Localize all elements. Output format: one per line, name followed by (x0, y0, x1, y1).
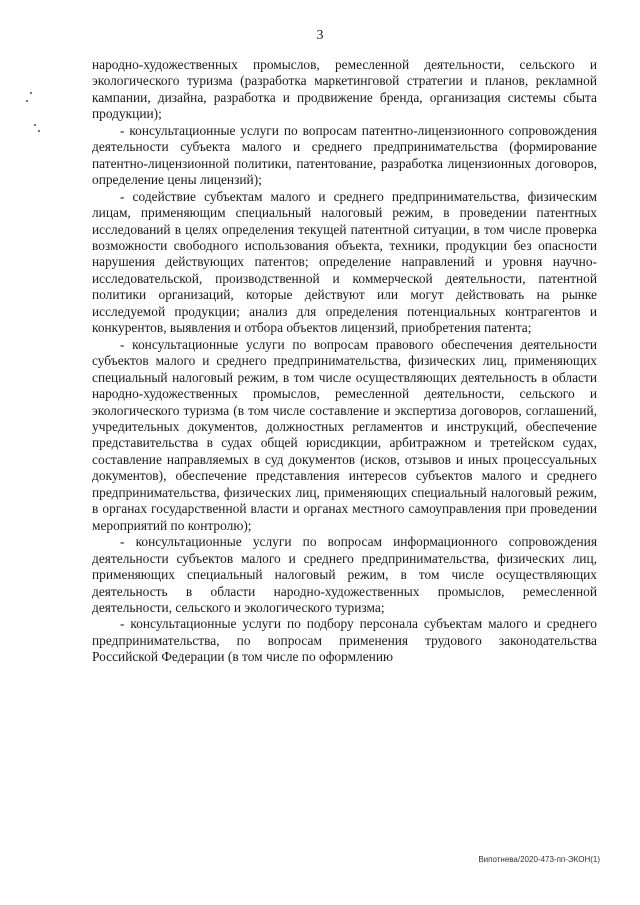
scan-mark (30, 92, 32, 94)
document-code: Випотнева/2020-473-пп-ЭКОН(1) (478, 855, 600, 864)
scan-mark (26, 100, 28, 102)
list-item: - консультационные услуги по вопросам патентно-лицензионного сопровождения деятельности субъекта малого и среднего предпринимательства (формирование патентно-лицензионной политики, патентование, разработка лицензионных договоров, определение цены лицензий); (92, 122, 597, 188)
scan-mark (34, 124, 36, 126)
list-item: - консультационные услуги по вопросам правового обеспечения деятельности субъектов малого и среднего предпринимательства, физических лиц, применяющих специальный налоговый режим, в том числе осуществляющих деятельность в области народно-художественных промыслов, ремесленной деятельности, сельского и экологического туризма (в том числе составление и экспертиза договоров, соглашений, учредительных документов, должностных регламентов и инструкций, обеспечение представительства в судах общей юрисдикции, арбитражном и третейском судах, составление направляемых в суд документов (исков, отзывов и иных процессуальных документов), обеспечение представления интересов субъектов малого и среднего предпринимательства, физических лиц, применяющих специальный налоговый режим, в органах государственной власти и органах местного самоуправления при проведении мероприятий по контролю); (92, 336, 597, 533)
page-number: 3 (316, 28, 324, 43)
list-item: - консультационные услуги по подбору персонала субъектам малого и среднего предпринимательства, по вопросам применения трудового законодательства Российской Федерации (в том числе по оформлению (92, 616, 597, 665)
document-body (92, 57, 597, 666)
list-item: - содействие субъектам малого и среднего предпринимательства, физическим лицам, применяющим специальный налоговый режим, в проведении патентных исследований в целях определения текущей патентной ситуации, в том числе проверка возможности свободного использования объекта, техники, продукции без опасности нарушения действующих патентов; определение направлений и уровня научно-исследовательской, производственной и коммерческой деятельности, патентной политики организаций, которые действуют или могут действовать на рынке исследуемой продукции; анализ для определения потенциальных контрагентов и конкурентов, выявления и отбора объектов лицензий, приобретения патента; (92, 188, 597, 336)
scan-mark (38, 130, 40, 132)
list-item: - консультационные услуги по вопросам информационного сопровождения деятельности субъектов малого и среднего предпринимательства, физических лиц, применяющих специальный налоговый режим, в том числе осуществляющих деятельность в области народно-художественных промыслов, ремесленной деятельности, сельского и экологического туризма; (92, 534, 597, 615)
paragraph-continuation: народно-художественных промыслов, ремесленной деятельности, сельского и экологического туризма (разработка маркетинговой стратегии и планов, рекламной кампании, дизайна, разработка и продвижение бренда, организация системы сбыта продукции); (92, 57, 597, 122)
